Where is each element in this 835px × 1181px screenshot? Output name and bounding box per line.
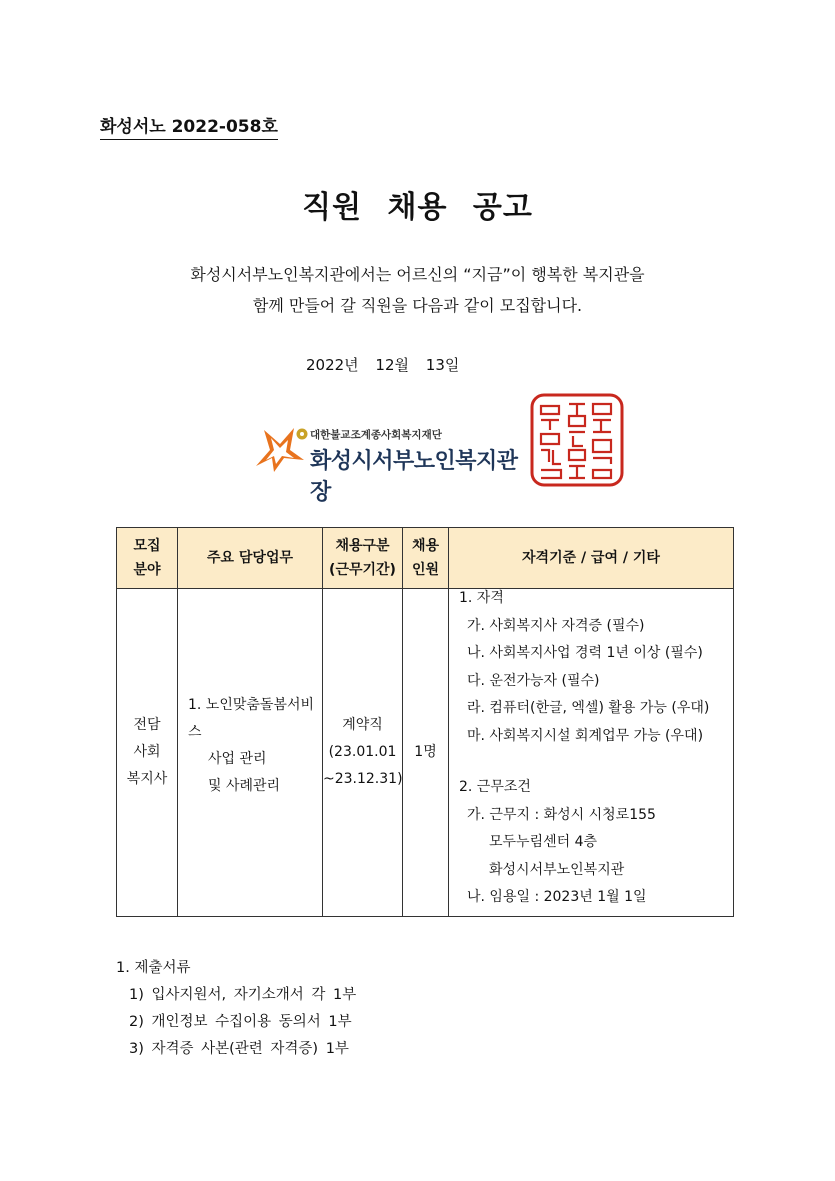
issuer-name: 화성시서부노인복지관장 — [310, 449, 518, 505]
documents-heading: 1. 제출서류 — [116, 960, 191, 976]
table-row — [117, 589, 734, 917]
qualification-item: 라. 컴퓨터(한글, 엑셀) 활용 가능 (우대) — [467, 700, 710, 716]
document-item: 1) 입사지원서, 자기소개서 각 1부 — [129, 987, 357, 1003]
cell-type: 계약직 (23.01.01 ~23.12.31) — [323, 589, 403, 917]
document-number: 화성서노 2022-058호 — [100, 116, 278, 140]
cell-field: 전담 사회 복지사 — [117, 589, 178, 917]
header-count: 채용 인원 — [403, 528, 449, 589]
workplace-line-2: 모두누림센터 4층 — [489, 834, 598, 850]
document-item: 3) 자격증 사본(관련 자격증) 1부 — [129, 1041, 349, 1057]
recruitment-table — [116, 527, 734, 917]
cell-count: 1명 — [403, 589, 449, 917]
header-duty: 주요 담당업무 — [178, 528, 323, 589]
seal-stamp-icon — [529, 392, 625, 488]
conditions-heading: 2. 근무조건 — [459, 779, 531, 795]
header-qualifications: 자격기준 / 급여 / 기타 — [449, 528, 734, 589]
duty-line-1: 1. 노인맞춤돌봄서비스 — [188, 697, 314, 741]
qualification-heading: 1. 자격 — [459, 590, 504, 606]
announcement-date: 2022년 12월 13일 — [306, 356, 460, 374]
qualification-item: 나. 사회복지사업 경력 1년 이상 (필수) — [467, 645, 703, 661]
qualification-item: 가. 사회복지사 자격증 (필수) — [467, 617, 645, 634]
duty-line-2: 사업 관리 — [208, 751, 267, 768]
workplace-line-1: 가. 근무지 : 화성시 시청로155 — [467, 806, 656, 823]
table-header-row — [117, 528, 734, 589]
required-documents — [116, 955, 356, 1063]
dharma-wheel-icon — [296, 428, 308, 440]
document-item: 2) 개인정보 수집이용 동의서 1부 — [129, 1014, 352, 1030]
cell-qualifications — [449, 589, 734, 917]
intro-line-2: 함께 만들어 갈 직원을 다음과 같이 모집합니다. — [252, 296, 583, 315]
official-seal — [529, 392, 625, 488]
intro-line-1: 화성시서부노인복지관에서는 어르신의 “지금”이 행복한 복지관을 — [190, 265, 645, 284]
workplace-line-3: 화성시서부노인복지관 — [489, 861, 625, 878]
qualification-item: 마. 사회복지시설 회계업무 가능 (우대) — [467, 727, 704, 744]
page-title: 직원 채용 공고 — [302, 190, 533, 225]
start-date: 나. 임용일 : 2023년 1월 1일 — [467, 889, 647, 905]
duty-line-3: 및 사례관리 — [208, 778, 281, 795]
foundation-name: 대한불교조계종사회복지재단 — [310, 429, 442, 441]
header-field: 모집 분야 — [117, 528, 178, 589]
issuer-logo — [250, 420, 530, 505]
cell-duty — [178, 589, 323, 917]
qualification-item: 다. 운전가능자 (필수) — [467, 672, 600, 689]
header-type: 채용구분 (근무기간) — [323, 528, 403, 589]
